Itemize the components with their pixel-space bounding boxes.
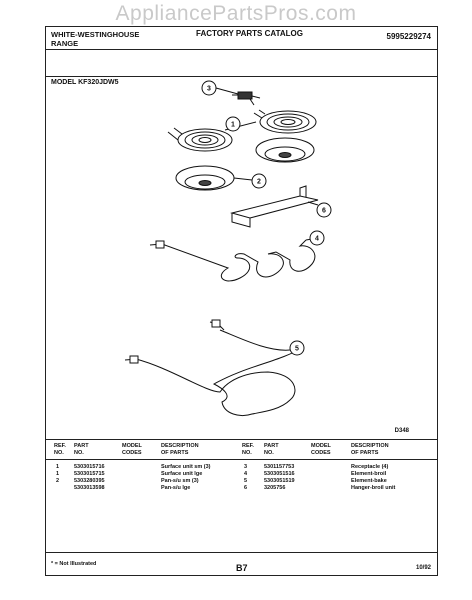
part-no: 5303015715	[74, 471, 105, 477]
catalog-number: 5995229274	[386, 32, 431, 41]
part-no: 5301157753	[264, 464, 295, 470]
part-no: 3205756	[264, 485, 286, 491]
catalog-date: 10/92	[415, 565, 431, 571]
header-model-left: MODEL CODES	[122, 443, 142, 456]
footnote: * = Not Illustrated	[51, 561, 97, 567]
header-desc-left: DESCRIPTION OF PARTS	[161, 443, 199, 456]
header-desc-right: DESCRIPTION OF PARTS	[351, 443, 389, 456]
part-no: 5303015716	[74, 464, 105, 470]
model-number: MODEL KF320JDW5	[51, 79, 119, 86]
ref-no: 4	[244, 471, 248, 477]
header-part-left: PART NO.	[74, 443, 89, 456]
ref-no: 6	[244, 485, 248, 491]
part-description: Element-bake	[351, 478, 387, 484]
part-description: Hanger-broil unit	[351, 485, 396, 491]
part-no: 5303280395	[74, 478, 105, 484]
header-ref-left: REF. NO.	[54, 443, 66, 456]
callout-label-3: 3	[207, 85, 211, 93]
page-number: B7	[236, 563, 248, 573]
part-no: 5303051519	[264, 478, 295, 484]
bake-element-part	[125, 320, 302, 416]
broil-element-part	[150, 235, 319, 281]
part-no: 5303013598	[74, 485, 105, 491]
part-description: Pan-s/u lge	[161, 485, 191, 491]
header-ref-right: REF. NO.	[242, 443, 254, 456]
hanger-part	[232, 186, 318, 227]
part-description: Element-broil	[351, 471, 387, 477]
ref-no: 2	[56, 478, 60, 484]
part-description: Surface unit lge	[161, 471, 203, 477]
part-description: Receptacle (4)	[351, 464, 389, 470]
brand-name: WHITE-WESTINGHOUSE RANGE	[51, 30, 140, 48]
receptacle-part	[216, 88, 260, 105]
part-description: Surface unit sm (3)	[161, 464, 211, 470]
surface-unit-part	[168, 110, 316, 151]
watermark: AppliancePartsPros.com	[115, 2, 357, 25]
ref-no: 1	[56, 464, 60, 470]
callout-label-1: 1	[231, 121, 235, 129]
ref-no: 3	[244, 464, 248, 470]
callout-label-2: 2	[257, 178, 261, 186]
part-no: 5303051516	[264, 471, 295, 477]
catalog-title: FACTORY PARTS CATALOG	[196, 29, 303, 38]
header-model-right: MODEL CODES	[311, 443, 331, 456]
drip-pan-part	[176, 138, 314, 190]
diagram-code: D348	[394, 428, 409, 434]
header-part-right: PART NO.	[264, 443, 279, 456]
callout-label-4: 4	[315, 235, 319, 243]
ref-no: 5	[244, 478, 248, 484]
ref-no: 1	[56, 471, 60, 477]
callout-label-6: 6	[322, 207, 326, 215]
callout-label-5: 5	[295, 345, 299, 353]
part-description: Pan-s/u sm (3)	[161, 478, 199, 484]
